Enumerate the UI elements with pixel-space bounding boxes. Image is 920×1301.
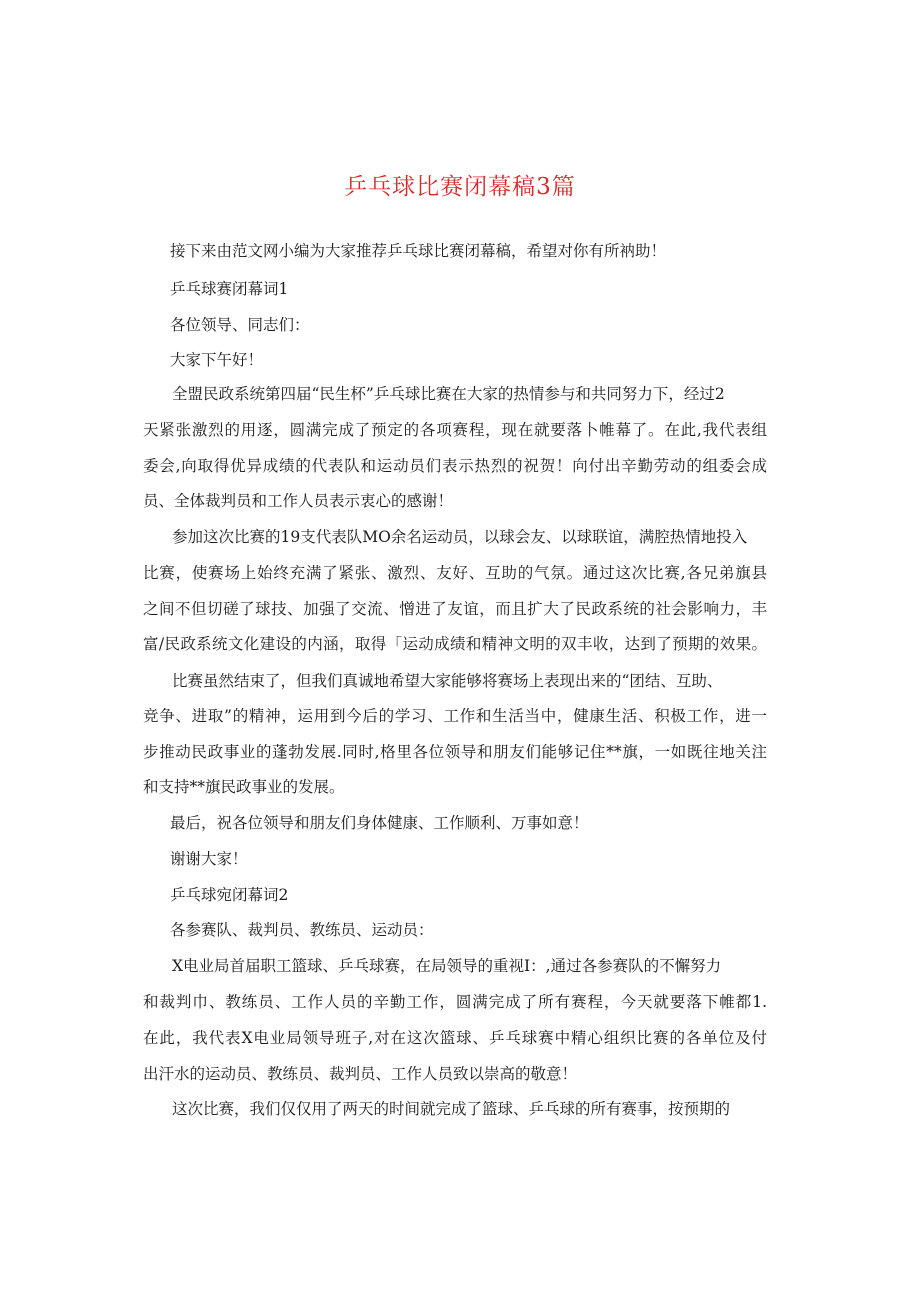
paragraph-line: 乒乓球赛闭幕词1: [170, 280, 289, 298]
paragraph-line: 出汗水的运动员、教练员、裁判员、工作人员致以崇高的敬意！: [143, 1065, 578, 1083]
paragraph-line: 谢谢大家！: [170, 850, 248, 868]
paragraph-line: 之间不但切磋了球技、加强了交流、憎进了友谊，而且扩大了民政系统的社会影响力，丰: [143, 600, 767, 618]
paragraph-line: 接下来由范文网小编为大家推荐乒乓球比赛闭幕稿，希望对你有所衲助！: [170, 242, 667, 260]
paragraph-line: 最后，祝各位领导和朋友们身体健康、工作顺利、万事如意！: [170, 814, 589, 832]
paragraph-line: 天紧张激烈的用逐，圆满完成了预定的各项赛程，现在就要落卜帷幕了。在此,我代表组: [143, 421, 767, 439]
paragraph-line: 和支持**旗民政事业的发展。: [143, 778, 345, 796]
document-title: 乒乓球比赛闭幕稿3篇: [344, 174, 576, 200]
paragraph-line: 各位领导、同志们：: [170, 316, 310, 334]
paragraph-line: 比赛，使赛场上始终充满了紧张、激烈、友好、互助的气氛。通过这次比赛,各兄弟旗县: [143, 564, 767, 582]
paragraph-line: 委会,向取得优异成绩的代表队和运动员们表示热烈的祝贺！向付出辛勤劳动的组委会成: [143, 457, 767, 475]
paragraph-line: 各参赛队、裁判员、教练员、运动员：: [170, 921, 434, 939]
paragraph-line: 步推动民政事业的蓬勃发展.同时,格里各位领导和朋友们能够记住**旗，一如既往地关注: [143, 743, 767, 761]
paragraph-line: 在此，我代表X电业局领导班子,对在这次篮球、乒乓球赛中精心组织比赛的各单位及付: [143, 1029, 767, 1047]
paragraph-line: X电业局首届职工篮球、乒乓球赛，在局领导的重视I：,通过各参赛队的不懈努力: [172, 957, 722, 975]
paragraph-line: 富/民政系统文化建设的内涵，取得「运动成绩和精神文明的双丰收，达到了预期的效果。: [143, 635, 767, 653]
paragraph-line: 比赛虽然结束了，但我们真诚地希望大家能够将赛场上表现出来的“团结、互助、: [172, 672, 723, 690]
paragraph-line: 和裁判巾、教练员、工作人员的辛勤工作，圆满完成了所有赛程，今天就要落下帷都1.: [143, 993, 767, 1011]
paragraph-line: 这次比赛，我们仅仅用了两天的时间就完成了篮球、乒乓球的所有赛事，按预期的: [172, 1100, 731, 1118]
paragraph-line: 全盟民政系统第四届“民生杯”乒乓球比赛在大家的热情参与和共同努力下，经过2: [172, 385, 725, 403]
paragraph-line: 大家下午好！: [170, 351, 264, 369]
paragraph-line: 参加这次比赛的19支代表队MO余名运动员，以球会友、以球联谊，满腔热情地投入: [172, 528, 748, 546]
paragraph-line: 员、全体裁判员和工作人员表示衷心的感谢！: [143, 492, 454, 510]
paragraph-line: 乒乓球宛闭幕词2: [170, 886, 289, 904]
paragraph-line: 竞争、进取”的精神，运用到今后的学习、工作和生活当中，健康生活、积极工作，进一: [143, 707, 767, 725]
